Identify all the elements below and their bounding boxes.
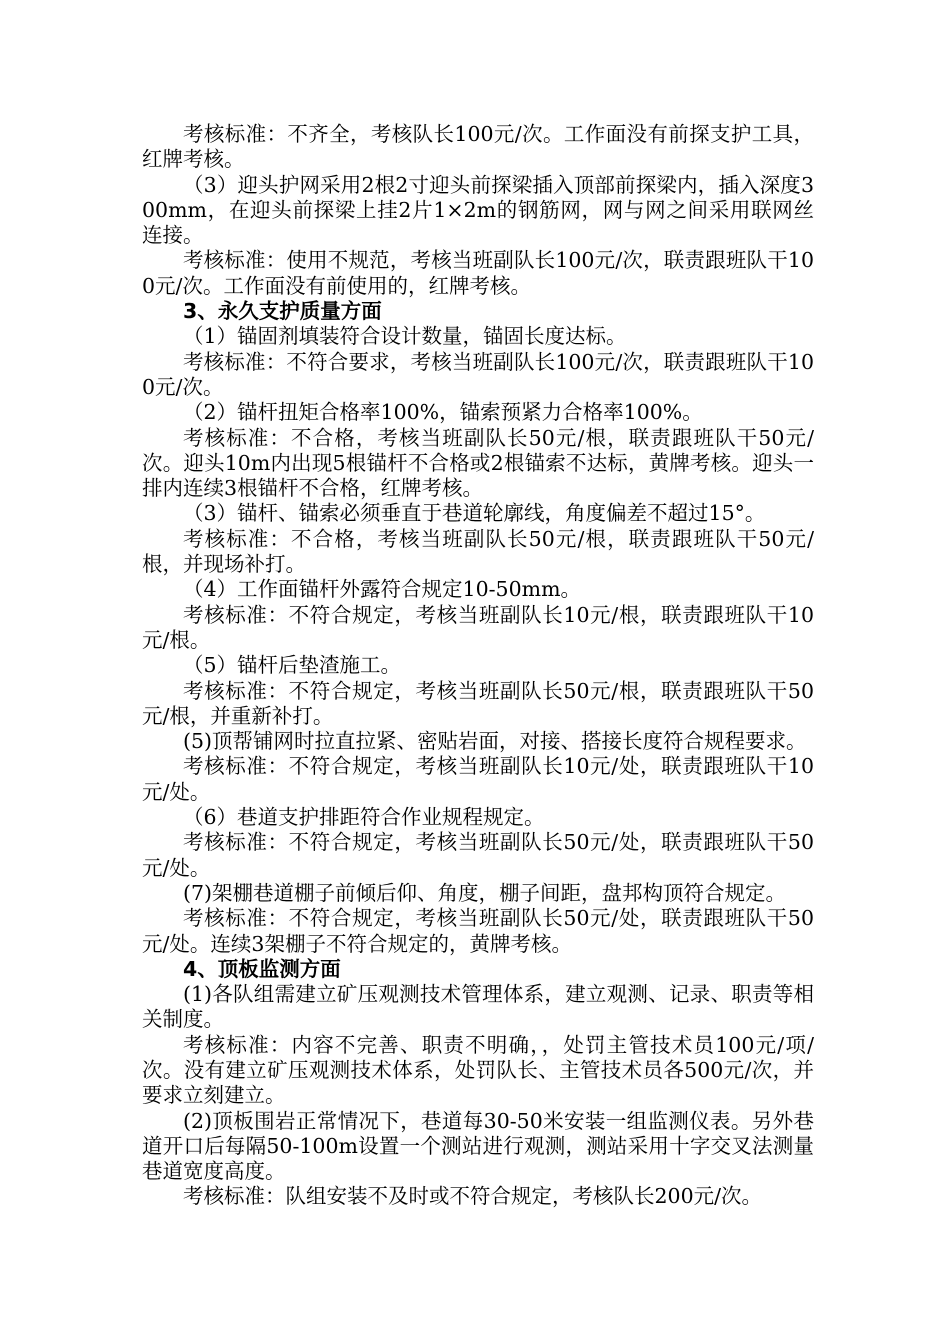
paragraph: 考核标准：使用不规范，考核当班副队长100元/次，联责跟班队干100元/次。工作面没有前使用的，红牌考核。	[142, 248, 814, 298]
paragraph: （4）工作面锚杆外露符合规定10-50mm。	[183, 577, 582, 602]
paragraph: 考核标准：不符合规定，考核当班副队长10元/根，联责跟班队干10元/根。	[142, 602, 814, 652]
paragraph: 考核标准：不合格，考核当班副队长50元/根，联责跟班队干50元/次。迎头10m内出现5根锚杆不合格或2根锚索不达标，黄牌考核。迎头一排内连续3根锚杆不合格，红牌考核。	[142, 425, 814, 501]
paragraph: 考核标准：不符合要求，考核当班副队长100元/次，联责跟班队干100元/次。	[142, 349, 814, 399]
paragraph: (5)顶帮铺网时拉直拉紧、密贴岩面，对接、搭接长度符合规程要求。	[183, 729, 807, 754]
paragraph: 考核标准：队组安装不及时或不符合规定，考核队长200元/次。	[183, 1184, 763, 1209]
document-body	[142, 122, 814, 1210]
paragraph: 考核标准：不符合规定，考核当班副队长50元/处，联责跟班队干50元/处。连续3架棚子不符合规定的，黄牌考核。	[142, 906, 814, 956]
paragraph: 考核标准：不符合规定，考核当班副队长10元/处，联责跟班队干10元/处。	[142, 754, 814, 804]
paragraph: 考核标准：内容不完善、职责不明确，，处罚主管技术员100元/项/次。没有建立矿压观测技术体系，处罚队长、主管技术员各500元/次，并要求立刻建立。	[142, 1032, 814, 1108]
paragraph: (7)架棚巷道棚子前倾后仰、角度，棚子间距，盘邦构顶符合规定。	[183, 880, 787, 905]
section-heading: 4、顶板监测方面	[183, 956, 341, 981]
paragraph: （6）巷道支护排距符合作业规程规定。	[183, 805, 545, 830]
paragraph: 考核标准：不合格，考核当班副队长50元/根，联责跟班队干50元/根，并现场补打。	[142, 526, 814, 577]
paragraph: 考核标准：不齐全，考核队长100元/次。工作面没有前探支护工具，红牌考核。	[142, 122, 814, 172]
paragraph: (1)各队组需建立矿压观测技术管理体系，建立观测、记录、职责等相关制度。	[142, 982, 814, 1032]
paragraph: （3）锚杆、锚索必须垂直于巷道轮廓线，角度偏差不超过15°。	[183, 501, 766, 526]
section-heading: 3、永久支护质量方面	[183, 299, 382, 324]
paragraph: 考核标准：不符合规定，考核当班副队长50元/根，联责跟班队干50元/根，并重新补打。	[142, 678, 814, 728]
paragraph: （1）锚固剂填装符合设计数量，锚固长度达标。	[183, 324, 627, 349]
paragraph: 考核标准：不符合规定，考核当班副队长50元/处，联责跟班队干50元/处。	[142, 830, 814, 880]
paragraph: (2)顶板围岩正常情况下，巷道每30-50米安装一组监测仪表。另外巷道开口后每隔50-100m设置一个测站进行观测，测站采用十字交叉法测量巷道宽度高度。	[142, 1108, 814, 1184]
paragraph: （2）锚杆扭矩合格率100%，锚索预紧力合格率100%。	[183, 400, 703, 425]
paragraph: （5）锚杆后垫渣施工。	[183, 653, 402, 678]
paragraph: （3）迎头护网采用2根2寸迎头前探梁插入顶部前探梁内，插入深度300mm，在迎头前探梁上挂2片1×2m的钢筋网，网与网之间采用联网丝连接。	[142, 172, 814, 248]
